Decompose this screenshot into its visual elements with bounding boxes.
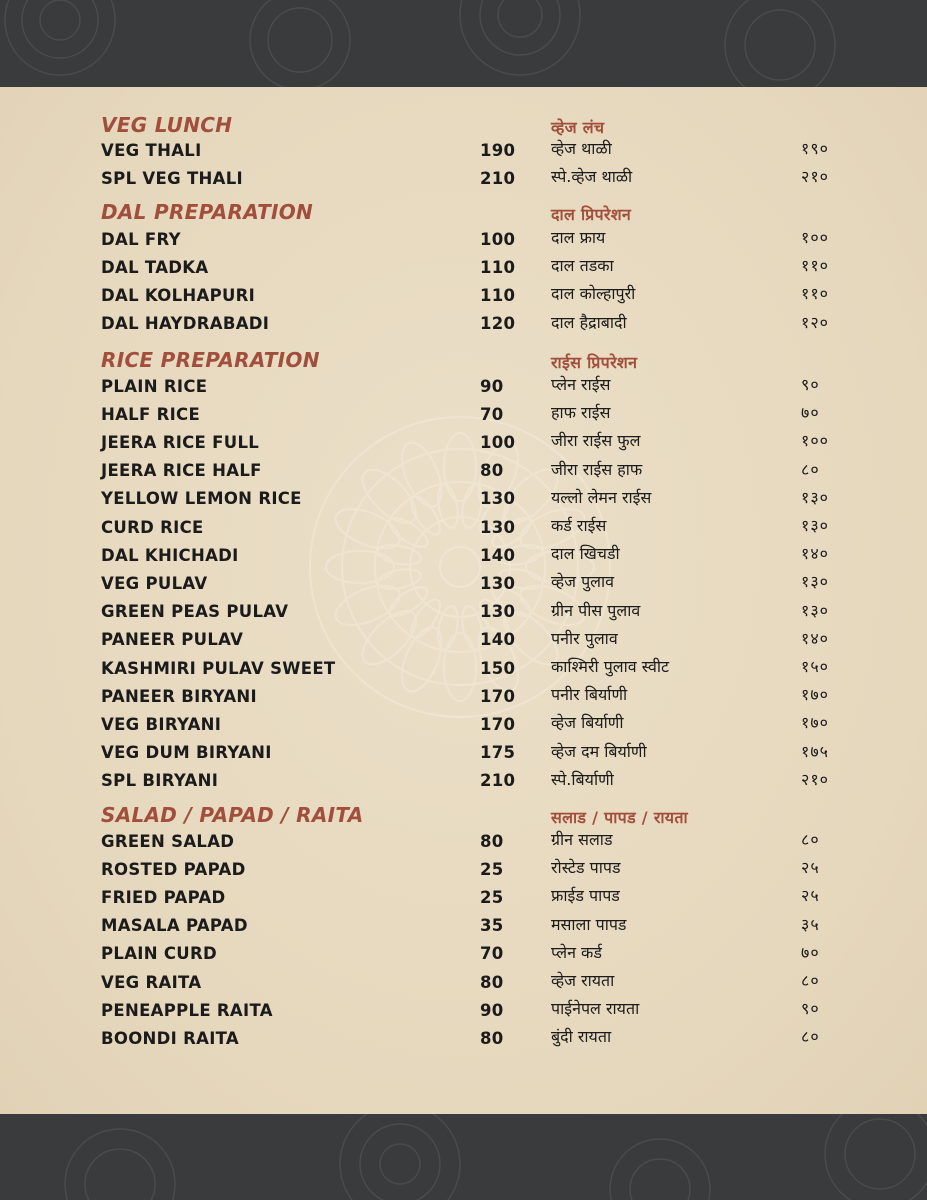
item-price: 210 (480, 168, 516, 188)
item-price: 110 (480, 285, 516, 305)
item-name-marathi: दाल खिचडी (551, 544, 620, 564)
menu-item (101, 856, 516, 882)
menu-item-marathi (551, 854, 841, 880)
menu-item-marathi (551, 995, 841, 1021)
item-name: VEG THALI (101, 140, 202, 160)
menu-item (101, 373, 516, 399)
item-name: DAL HAYDRABADI (101, 314, 270, 334)
menu-item (101, 570, 516, 596)
item-name-marathi: दाल कोल्हापुरी (551, 284, 636, 304)
item-name: FRIED PAPAD (101, 887, 226, 907)
item-price-marathi: १९० (801, 139, 829, 158)
section-heading-marathi: सलाड / पापड / रायता (551, 808, 688, 827)
item-name-marathi: जीरा राईस हाफ (551, 459, 643, 479)
menu-item-marathi (551, 456, 841, 482)
item-price: 130 (480, 602, 516, 622)
item-name-marathi: प्लेन कर्ड (551, 942, 602, 962)
item-name-marathi: प्लेन राईस (551, 375, 611, 394)
item-name-marathi: यल्लो लेमन राईस (551, 487, 652, 507)
bottom-band (0, 1114, 927, 1200)
item-name: DAL KOLHAPURI (101, 285, 256, 305)
item-name: DAL KHICHADI (101, 545, 239, 565)
item-name-marathi: हाफ राईस (551, 403, 611, 423)
section-heading-marathi: व्हेज लंच (551, 118, 605, 137)
item-name-marathi: पनीर पुलाव (551, 628, 618, 648)
item-name: VEG RAITA (101, 972, 202, 992)
item-price: 150 (480, 658, 516, 678)
item-price-marathi: १०० (801, 228, 829, 247)
item-price-marathi: १५० (801, 657, 829, 676)
menu-item-marathi (551, 911, 841, 937)
item-price-marathi: ९० (801, 999, 820, 1019)
item-name-marathi: फ्राईड पापड (551, 886, 620, 906)
item-price: 190 (480, 140, 516, 160)
item-name-marathi: दाल तडका (551, 256, 614, 276)
menu-item-marathi (551, 224, 841, 250)
item-name-marathi: व्हेज दम बिर्याणी (551, 741, 647, 761)
menu-item-marathi (551, 1023, 841, 1049)
item-name: VEG BIRYANI (101, 714, 222, 734)
item-price: 130 (480, 489, 516, 509)
menu-item (101, 655, 516, 681)
menu-item (101, 429, 516, 455)
item-price: 120 (480, 314, 516, 334)
item-name: PLAIN RICE (101, 376, 208, 396)
menu-item-marathi (551, 163, 841, 189)
section-heading: SALAD / PAPAD / RAITA (101, 803, 364, 827)
menu-item-marathi (551, 371, 841, 397)
section-heading-marathi: राईस प्रिपरेशन (551, 353, 638, 372)
item-price: 175 (480, 743, 516, 763)
menu-item-marathi (551, 826, 841, 852)
item-price: 80 (480, 972, 504, 992)
item-name: CURD RICE (101, 517, 204, 537)
item-name: PENEAPPLE RAITA (101, 1000, 273, 1020)
item-name-marathi: स्पे.बिर्याणी (551, 769, 614, 789)
bottom-mandala-pattern (0, 1114, 927, 1200)
item-name-marathi: ग्रीन पीस पुलाव (551, 600, 641, 620)
menu-item (101, 913, 516, 939)
item-name-marathi: दाल फ्राय (551, 228, 606, 247)
item-price: 170 (480, 686, 516, 706)
menu-item-marathi (551, 252, 841, 278)
menu-item (101, 828, 516, 854)
menu-item (101, 401, 516, 427)
item-price-marathi: १३० (801, 572, 829, 592)
item-price: 35 (480, 916, 504, 936)
item-name: GREEN SALAD (101, 831, 235, 851)
menu-item (101, 740, 516, 766)
item-price-marathi: ८० (801, 459, 820, 479)
item-name-marathi: कर्ड राईस (551, 516, 607, 535)
menu-item (101, 458, 516, 484)
item-name: HALF RICE (101, 404, 201, 424)
menu-item (101, 282, 516, 308)
item-name: ROSTED PAPAD (101, 859, 246, 879)
menu-item (101, 683, 516, 709)
item-price: 70 (480, 944, 504, 964)
menu-item (101, 599, 516, 625)
menu-item-marathi (551, 427, 841, 453)
item-price-marathi: १०० (801, 431, 829, 451)
item-name-marathi: जीरा राईस फुल (551, 431, 641, 451)
item-name-marathi: मसाला पापड (551, 914, 627, 934)
menu-item-marathi (551, 309, 841, 335)
menu-item (101, 226, 516, 252)
item-name: VEG PULAV (101, 573, 208, 593)
item-name: MASALA PAPAD (101, 916, 248, 936)
item-price: 90 (480, 1000, 504, 1020)
menu-item (101, 768, 516, 794)
menu-item-marathi (551, 967, 841, 993)
item-price: 25 (480, 859, 504, 879)
menu-item-marathi (551, 738, 841, 764)
item-price-marathi: ८० (801, 830, 820, 849)
item-name: KASHMIRI PULAV SWEET (101, 658, 336, 678)
item-price: 80 (480, 461, 504, 481)
section-heading: RICE PREPARATION (101, 348, 320, 372)
menu-item-marathi (551, 597, 841, 623)
item-price-marathi: ११० (801, 256, 829, 276)
item-price-marathi: ७० (801, 403, 820, 423)
item-price-marathi: १७५ (801, 741, 829, 761)
item-price-marathi: २५ (801, 858, 820, 878)
item-name: JEERA RICE FULL (101, 432, 260, 452)
menu-item (101, 542, 516, 568)
item-name: DAL TADKA (101, 257, 209, 277)
item-name: DAL FRY (101, 229, 181, 249)
item-price: 130 (480, 573, 516, 593)
item-name: JEERA RICE HALF (101, 461, 262, 481)
menu-page (0, 87, 927, 1114)
menu-item (101, 486, 516, 512)
menu-item-marathi (551, 568, 841, 594)
item-name-marathi: पनीर बिर्याणी (551, 685, 628, 705)
menu-item-marathi (551, 540, 841, 566)
menu-item-marathi (551, 882, 841, 908)
item-price: 170 (480, 714, 516, 734)
item-name-marathi: काश्मिरी पुलाव स्वीट (551, 657, 670, 676)
menu-item-marathi (551, 625, 841, 651)
menu-item-marathi (551, 512, 841, 538)
item-price-marathi: ८० (801, 1027, 820, 1047)
menu-item (101, 514, 516, 540)
menu-item-marathi (551, 280, 841, 306)
menu-item-marathi (551, 709, 841, 735)
item-price: 140 (480, 545, 516, 565)
menu-item (101, 165, 516, 191)
item-price-marathi: १७० (801, 713, 829, 733)
menu-item-marathi (551, 484, 841, 510)
item-price: 100 (480, 229, 516, 249)
item-name-marathi: पाईनेपल रायता (551, 999, 640, 1019)
item-name-marathi: रोस्टेड पापड (551, 858, 621, 878)
menu-item-marathi (551, 135, 841, 161)
item-price-marathi: ३५ (801, 914, 820, 934)
item-price: 80 (480, 1028, 504, 1048)
section-heading: VEG LUNCH (101, 113, 233, 137)
item-price-marathi: १७० (801, 685, 829, 705)
item-price: 70 (480, 404, 504, 424)
menu-item (101, 254, 516, 280)
item-name-marathi: व्हेज थाळी (551, 139, 612, 158)
menu-item-marathi (551, 939, 841, 965)
item-price-marathi: ९० (801, 375, 820, 394)
item-price: 25 (480, 887, 504, 907)
menu-item (101, 311, 516, 337)
item-name: GREEN PEAS PULAV (101, 602, 289, 622)
menu-item-marathi (551, 399, 841, 425)
top-band (0, 0, 927, 87)
item-price: 140 (480, 630, 516, 650)
menu-item (101, 1025, 516, 1051)
item-name: BOONDI RAITA (101, 1028, 239, 1048)
item-price-marathi: १३० (801, 487, 829, 507)
item-price: 210 (480, 771, 516, 791)
menu-item (101, 137, 516, 163)
item-price: 100 (480, 432, 516, 452)
item-name-marathi: स्पे.व्हेज थाळी (551, 167, 633, 187)
item-price-marathi: १३० (801, 516, 829, 535)
item-price-marathi: १२० (801, 312, 829, 332)
item-price-marathi: २१० (801, 769, 829, 789)
menu-item (101, 627, 516, 653)
item-name-marathi: व्हेज रायता (551, 971, 615, 990)
item-price: 110 (480, 257, 516, 277)
menu-item (101, 884, 516, 910)
item-price-marathi: २१० (801, 167, 829, 187)
item-name-marathi: व्हेज पुलाव (551, 572, 615, 592)
item-price-marathi: ७० (801, 942, 820, 962)
item-price: 90 (480, 376, 504, 396)
item-price-marathi: १४० (801, 544, 829, 564)
menu-item (101, 711, 516, 737)
item-price-marathi: ११० (801, 284, 829, 304)
item-name-marathi: बुंदी रायता (551, 1027, 612, 1047)
item-name: PANEER PULAV (101, 630, 244, 650)
item-name: PANEER BIRYANI (101, 686, 257, 706)
section-heading: DAL PREPARATION (101, 200, 314, 224)
item-price-marathi: २५ (801, 886, 820, 906)
item-name-marathi: दाल हैद्राबादी (551, 312, 627, 332)
item-name-marathi: व्हेज बिर्याणी (551, 713, 624, 733)
item-name: VEG DUM BIRYANI (101, 743, 272, 763)
menu-item (101, 941, 516, 967)
menu-item-marathi (551, 681, 841, 707)
top-mandala-pattern (0, 0, 927, 87)
section-heading-marathi: दाल प्रिपरेशन (551, 205, 632, 224)
item-name: SPL VEG THALI (101, 168, 243, 188)
item-name-marathi: ग्रीन सलाड (551, 830, 613, 849)
item-name: PLAIN CURD (101, 944, 217, 964)
menu-item-marathi (551, 766, 841, 792)
item-price: 130 (480, 517, 516, 537)
menu-item (101, 969, 516, 995)
item-price: 80 (480, 831, 504, 851)
item-price-marathi: १३० (801, 600, 829, 620)
item-name: YELLOW LEMON RICE (101, 489, 302, 509)
item-name: SPL BIRYANI (101, 771, 219, 791)
item-price-marathi: ८० (801, 971, 820, 990)
menu-item (101, 997, 516, 1023)
menu-item-marathi (551, 653, 841, 679)
item-price-marathi: १४० (801, 628, 829, 648)
